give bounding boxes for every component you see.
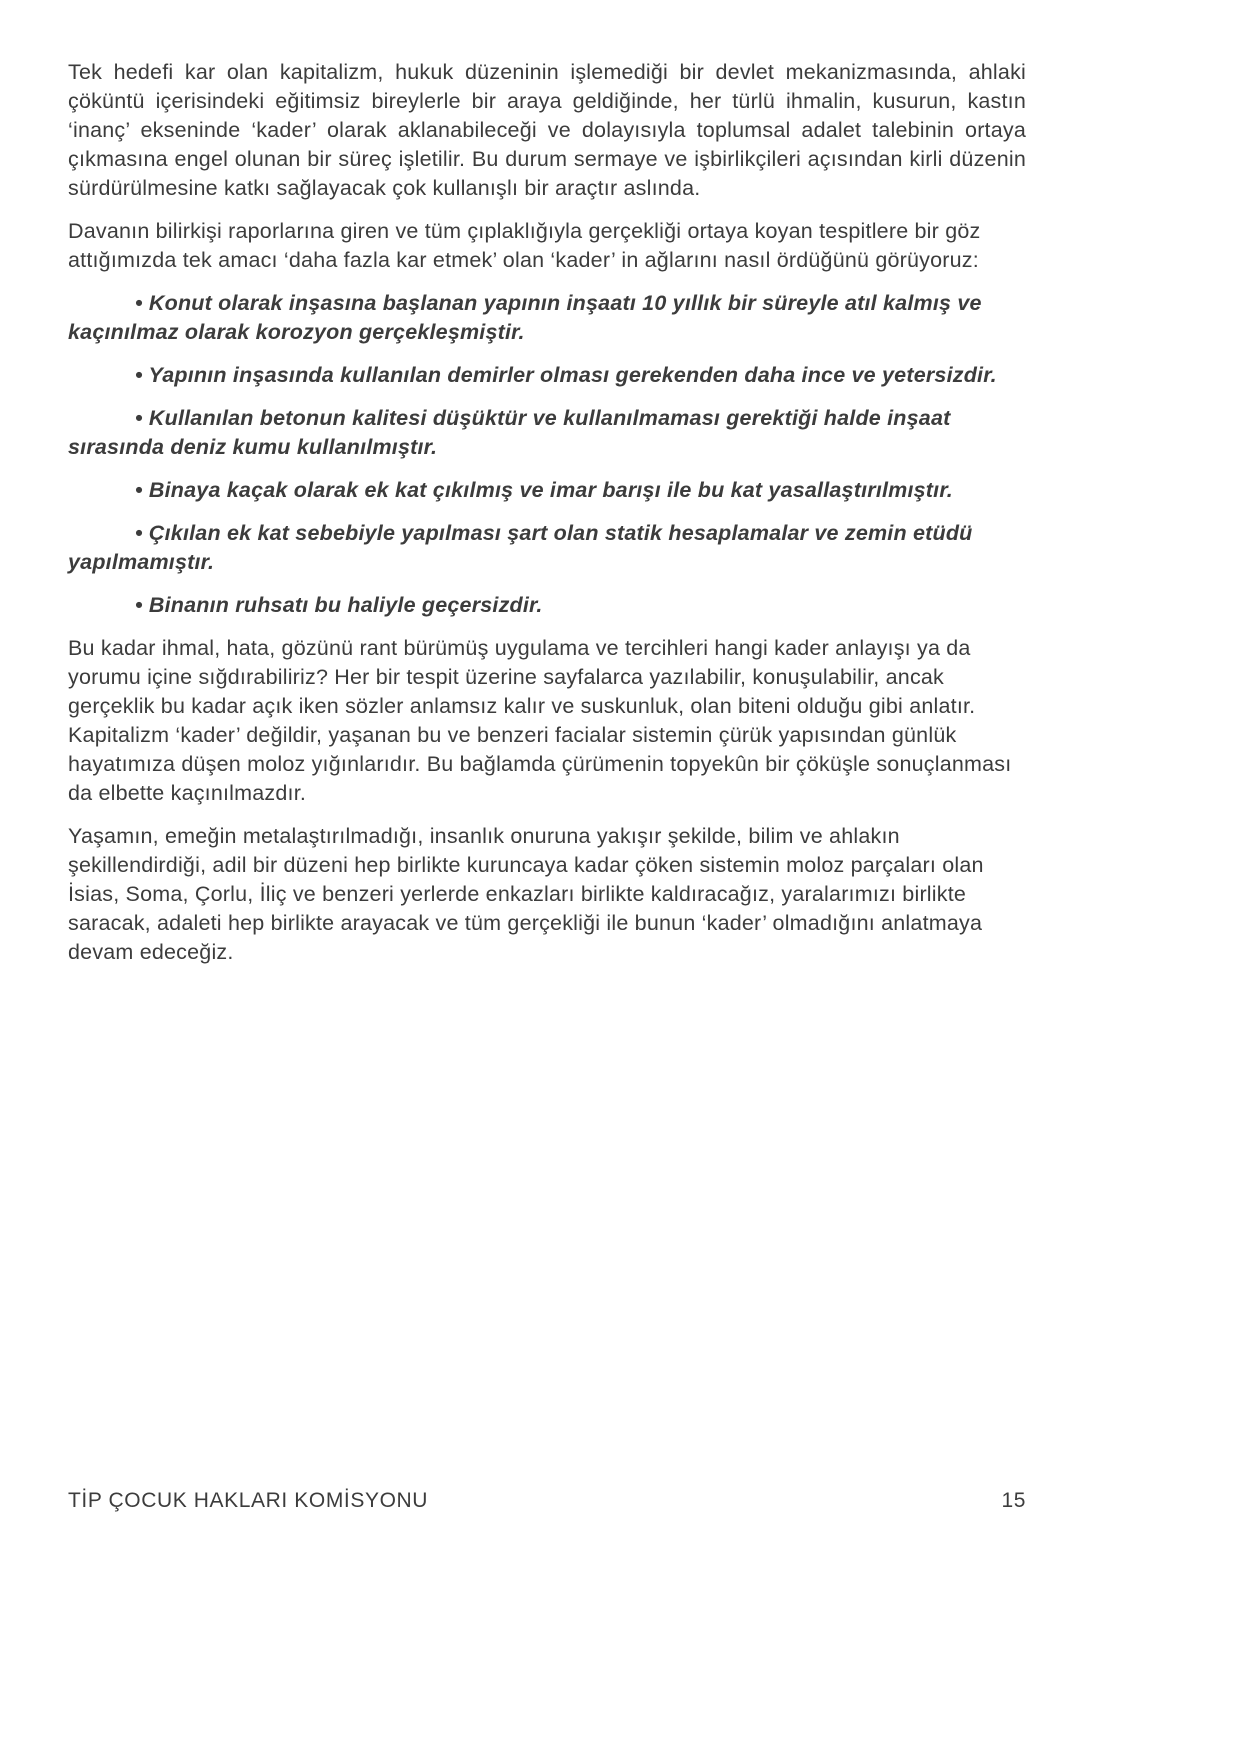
paragraph-expert-reports: Davanın bilirkişi raporlarına giren ve tüm çıplaklığıyla gerçekliği ortaya koyan tespitlere bir göz attığımızda tek amacı ‘daha fazla kar etmek’ olan ‘kader’ in ağlarını nasıl ördüğünü görüyoruz: bbox=[68, 219, 981, 272]
page-number: 15 bbox=[1001, 1489, 1026, 1512]
bullet-item-illegal-floor: • Binaya kaçak olarak ek kat çıkılmış ve imar barışı ile bu kat yasallaştırılmıştır. bbox=[135, 478, 953, 502]
bullet-item-low-quality-concrete: • Kullanılan betonun kalitesi düşüktür ve kullanılmaması gerektiği halde inşaat sırasında deniz kumu kullanılmıştır. bbox=[68, 406, 951, 459]
bullet-item-construction-idle: • Konut olarak inşasına başlanan yapının inşaatı 10 yıllık bir süreyle atıl kalmış ve kaçınılmaz olarak korozyon gerçekleşmiştir. bbox=[68, 291, 982, 344]
footer-commission-title: TİP ÇOCUK HAKLARI KOMİSYONU bbox=[68, 1489, 429, 1512]
bullet-item-thin-rebar: • Yapının inşasında kullanılan demirler olması gerekenden daha ince ve yetersizdir. bbox=[135, 363, 997, 387]
paragraph-capitalism-intro: Tek hedefi kar olan kapitalizm, hukuk düzeninin işlemediği bir devlet mekanizmasında, ahlaki çöküntü içerisindeki eğitimsiz bireylerle bir araya geldiğinde, her türlü ihmalin, kusurun, kastın ‘inanç’ ekseninde ‘kader’ olarak aklanabileceği ve dolayısıyla toplumsal adalet talebinin ortaya çıkmasına engel olunan bir süreç işletilir. Bu durum sermaye ve işbirlikçileri açısından kirli düzenin sürdürülmesine katkı sağlayacak çok kullanışlı bir araçtır aslında. bbox=[68, 60, 1026, 200]
paragraph-conclusion-fate: Bu kadar ihmal, hata, gözünü rant bürümüş uygulama ve tercihleri hangi kader anlayışı ya da yorumu içine sığdırabiliriz? Her bir tespit üzerine sayfalarca yazılabilir, konuşulabilir, ancak gerçeklik bu kadar açık iken sözler anlamsız kalır ve suskunluk, olan biteni olduğu gibi anlatır. Kapitalizm ‘kader’ değildir, yaşanan bu ve benzeri facialar sistemin çürük yapısından günlük hayatımıza düşen moloz yığınlarıdır. Bu bağlamda çürümenin topyekûn bir çöküşle sonuçlanması da elbette kaçınılmazdır. bbox=[68, 636, 1012, 805]
page-body-text bbox=[68, 58, 1026, 981]
paragraph-closing-statement: Yaşamın, emeğin metalaştırılmadığı, insanlık onuruna yakışır şekilde, bilim ve ahlakın şekillendirdiği, adil bir düzeni hep birlikte kuruncaya kadar çöken sistemin moloz parçaları olan İsias, Soma, Çorlu, İliç ve benzeri yerlerde enkazları birlikte kaldıracağız, yaralarımızı birlikte saracak, adaleti hep birlikte arayacak ve tüm gerçekliği ile bunun ‘kader’ olmadığını anlatmaya devam edeceğiz. bbox=[68, 824, 984, 964]
page-footer bbox=[68, 1489, 1026, 1513]
bullet-item-invalid-permit: • Binanın ruhsatı bu haliyle geçersizdir. bbox=[135, 593, 543, 617]
bullet-item-missing-static-calculations: • Çıkılan ek kat sebebiyle yapılması şart olan statik hesaplamalar ve zemin etüdü yapılmamıştır. bbox=[68, 521, 973, 574]
